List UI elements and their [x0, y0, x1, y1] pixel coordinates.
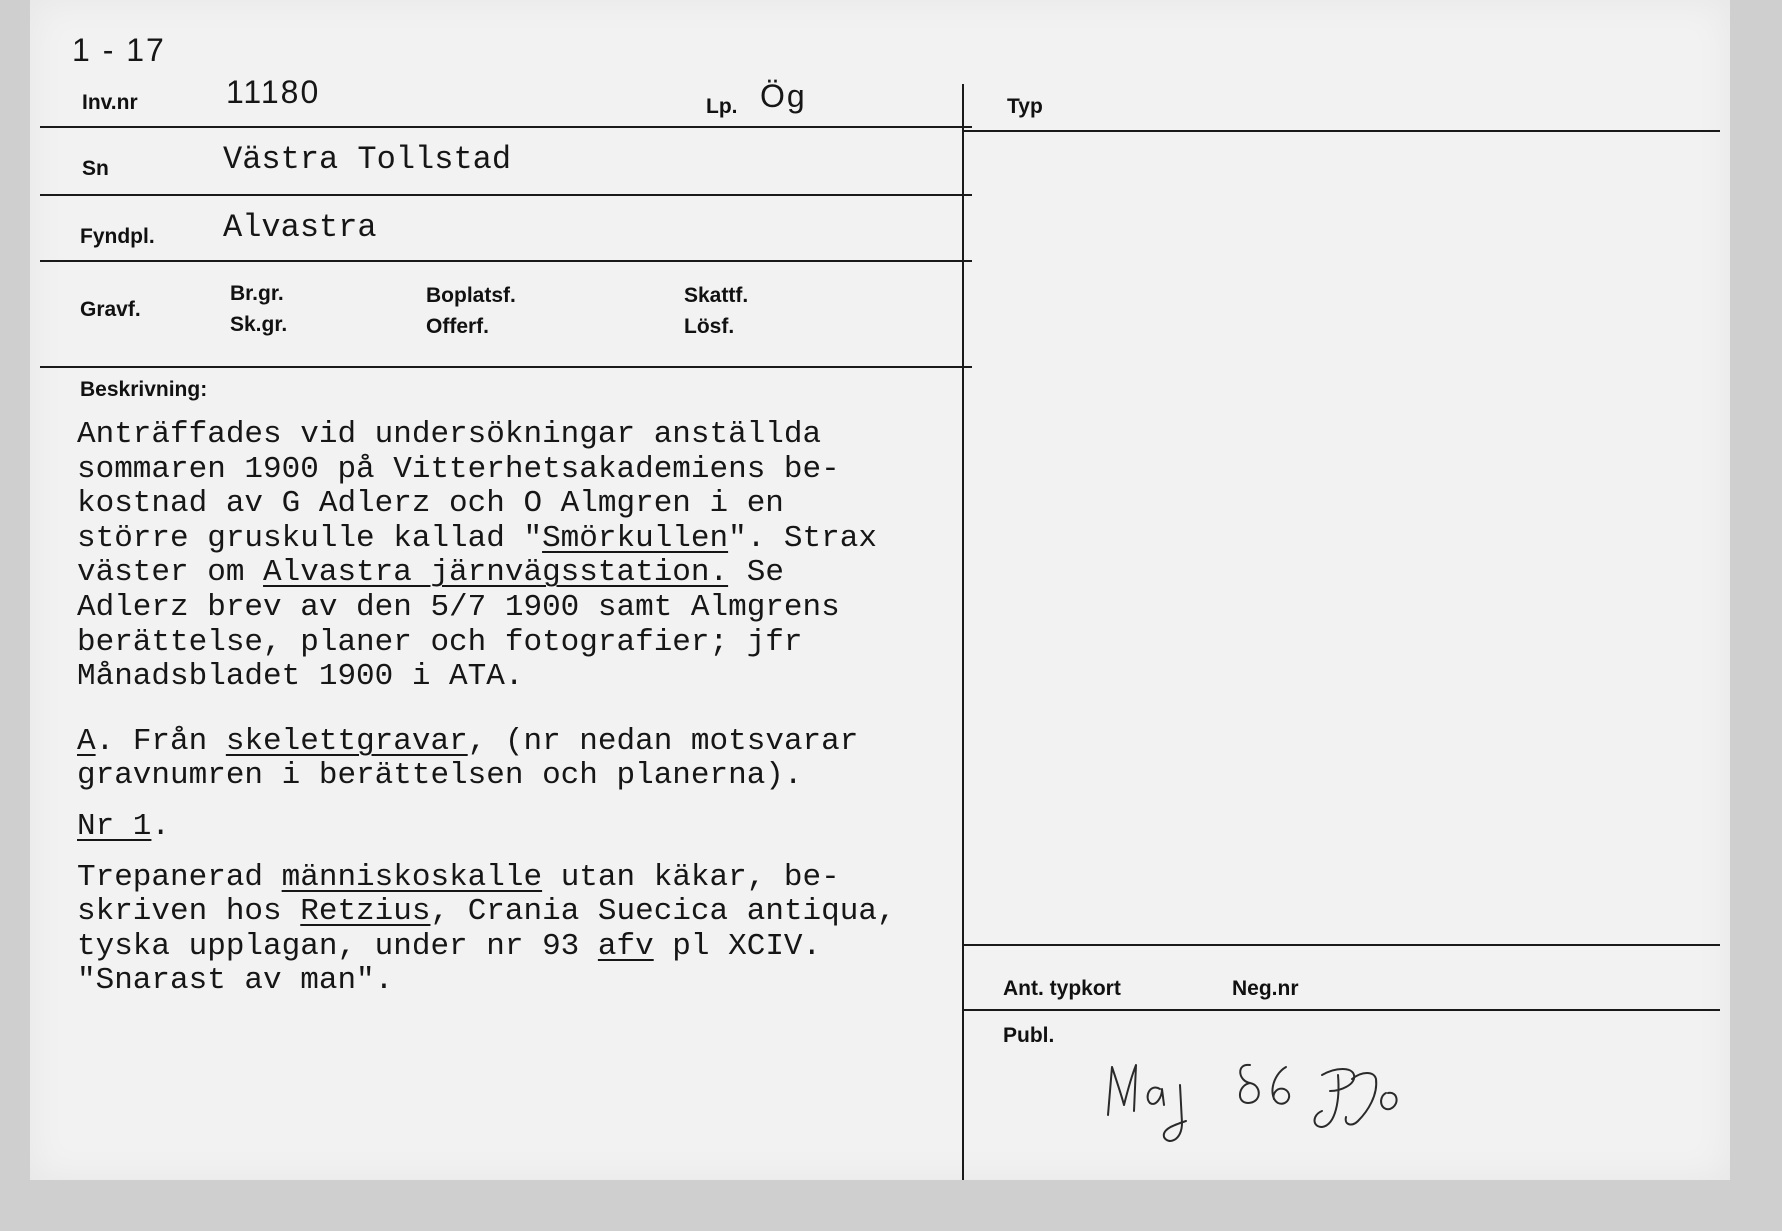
description-line: skriven hos Retzius, Crania Suecica antiqua,	[77, 894, 896, 930]
skattf-label: Skattf.	[684, 284, 749, 307]
inv-nr-value: 11180	[226, 74, 321, 110]
description-line: Adlerz brev av den 5/7 1900 samt Almgrens	[77, 589, 840, 625]
description-line: större gruskulle kallad "Smörkullen". Strax	[77, 520, 877, 556]
offerf-label: Offerf.	[426, 315, 489, 338]
publ-label: Publ.	[1003, 1024, 1055, 1047]
lp-label: Lp.	[706, 95, 738, 118]
description-line: "Snarast av man".	[77, 963, 394, 999]
description-line: Anträffades vid undersökningar anställda	[77, 417, 822, 452]
divider-fyndpl	[40, 260, 972, 262]
section-letter: A	[77, 723, 96, 759]
column-divider	[962, 84, 964, 1180]
inv-nr-label: Inv.nr	[82, 91, 138, 114]
br-gr-label: Br.gr.	[230, 282, 284, 305]
underlined-term: människoskalle	[281, 859, 543, 895]
description-text	[77, 418, 896, 999]
underlined-term: Alvastra järnvägsstation.	[263, 555, 729, 591]
description-line: Nr 1.	[77, 808, 171, 844]
description-line: gravnumren i berättelsen och planerna).	[77, 758, 803, 794]
description-line: A. Från skelettgravar, (nr nedan motsvarar	[77, 723, 859, 759]
card-number: 1 - 17	[72, 32, 166, 68]
catalog-card	[30, 0, 1730, 1180]
fyndpl-value: Alvastra	[223, 209, 377, 246]
grave-number: Nr 1	[77, 808, 152, 844]
underlined-term: afv	[597, 928, 654, 964]
description-line: Trepanerad människoskalle utan käkar, be-	[77, 859, 840, 895]
typ-label: Typ	[1007, 95, 1043, 118]
sn-value: Västra Tollstad	[223, 141, 512, 178]
divider-typ	[964, 130, 1720, 132]
description-line: Månadsbladet 1900 i ATA.	[77, 659, 524, 695]
divider-sn	[40, 194, 972, 196]
divider-typkort-top	[964, 944, 1720, 946]
gravf-label: Gravf.	[80, 298, 141, 321]
description-line: tyska upplagan, under nr 93 afv pl XCIV.	[77, 928, 822, 964]
sk-gr-label: Sk.gr.	[230, 313, 288, 336]
neg-nr-label: Neg.nr	[1232, 977, 1299, 1000]
beskrivning-label: Beskrivning:	[80, 378, 208, 401]
fyndpl-label: Fyndpl.	[80, 225, 155, 248]
losf-label: Lösf.	[684, 315, 735, 338]
description-line: berättelse, planer och fotografier; jfr	[77, 624, 803, 660]
underlined-term: Smörkullen	[542, 520, 729, 556]
handwritten-note	[1090, 1045, 1450, 1155]
description-line: sommaren 1900 på Vitterhetsakademiens be-	[77, 451, 840, 487]
lp-value: Ög	[760, 78, 807, 114]
boplatsf-label: Boplatsf.	[426, 284, 516, 307]
description-line: väster om Alvastra järnvägsstation. Se	[77, 555, 784, 591]
sn-label: Sn	[82, 157, 109, 180]
divider-inv	[40, 126, 972, 128]
divider-publ	[964, 1009, 1720, 1011]
underlined-term: skelettgravar	[225, 723, 468, 759]
underlined-term: Retzius	[300, 894, 431, 930]
divider-gravf	[40, 366, 972, 368]
description-line: kostnad av G Adlerz och O Almgren i en	[77, 486, 784, 522]
ant-typkort-label: Ant. typkort	[1003, 977, 1121, 1000]
